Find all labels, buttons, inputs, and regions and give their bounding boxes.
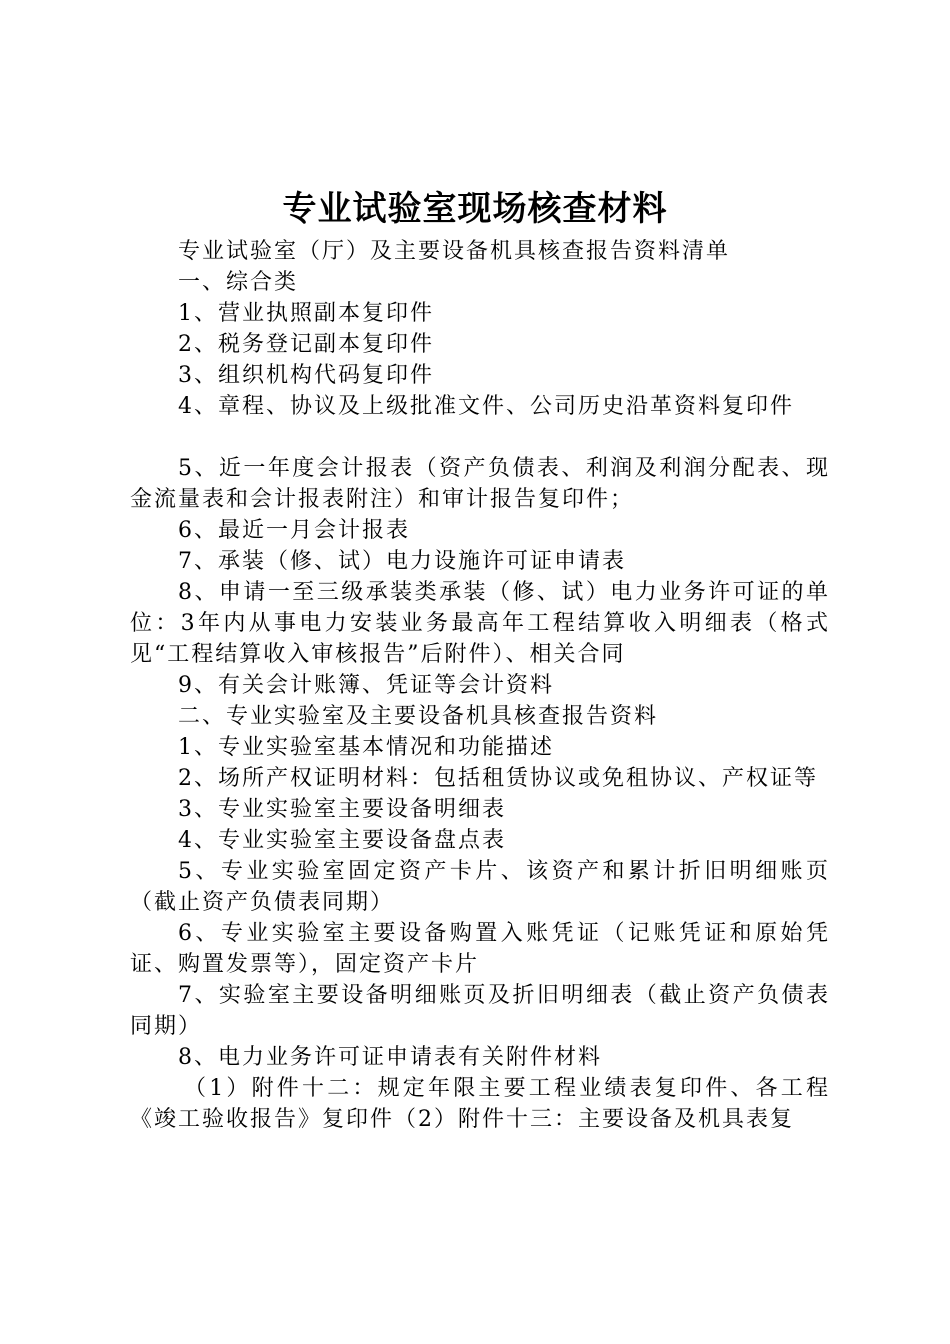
list-item: 2、税务登记副本复印件	[178, 332, 434, 357]
list-item: 7、承装（修、试）电力设施许可证申请表	[178, 549, 626, 574]
section-heading-laboratory: 二、专业实验室及主要设备机具核查报告资料	[178, 704, 659, 729]
list-item: 7、实验室主要设备明细账页及折旧明细表（截止资产负债表同期）	[130, 983, 830, 1039]
list-item: 1、营业执照副本复印件	[178, 301, 434, 326]
list-item: 6、专业实验室主要设备购置入账凭证（记账凭证和原始凭证、购置发票等），固定资产卡片	[130, 921, 830, 977]
list-item: 8、电力业务许可证申请表有关附件材料	[178, 1045, 602, 1070]
list-item: 1、专业实验室基本情况和功能描述	[178, 735, 554, 760]
list-item: 2、场所产权证明材料：包括租赁协议或免租协议、产权证等	[178, 766, 818, 791]
list-item: 5、近一年度会计报表（资产负债表、利润及利润分配表、现金流量表和会计报表附注）和审计报告复印件；	[130, 456, 830, 512]
list-item: 8、申请一至三级承装类承装（修、试）电力业务许可证的单位：3年内从事电力安装业务最高年工程结算收入明细表（格式见“工程结算收入审核报告”后附件）、相关合同	[130, 580, 830, 667]
document-body	[130, 236, 830, 1135]
document-title: 专业试验室现场核查材料	[282, 189, 668, 229]
list-item: 9、有关会计账簿、凭证等会计资料	[178, 673, 554, 698]
list-item: 3、组织机构代码复印件	[178, 363, 434, 388]
list-item: 3、专业实验室主要设备明细表	[178, 797, 506, 822]
list-item: 4、章程、协议及上级批准文件、公司历史沿革资料复印件	[178, 394, 794, 419]
list-item: 4、专业实验室主要设备盘点表	[178, 828, 506, 853]
paragraph-list-heading: 专业试验室（厅）及主要设备机具核查报告资料清单	[178, 239, 731, 264]
list-item: 5、专业实验室固定资产卡片、该资产和累计折旧明细账页（截止资产负债表同期）	[130, 859, 830, 915]
list-item: （1）附件十二：规定年限主要工程业绩表复印件、各工程《竣工验收报告》复印件（2）附件十三：主要设备及机具表复	[130, 1076, 830, 1132]
list-item: 6、最近一月会计报表	[178, 518, 410, 543]
section-heading-general: 一、综合类	[178, 270, 299, 295]
